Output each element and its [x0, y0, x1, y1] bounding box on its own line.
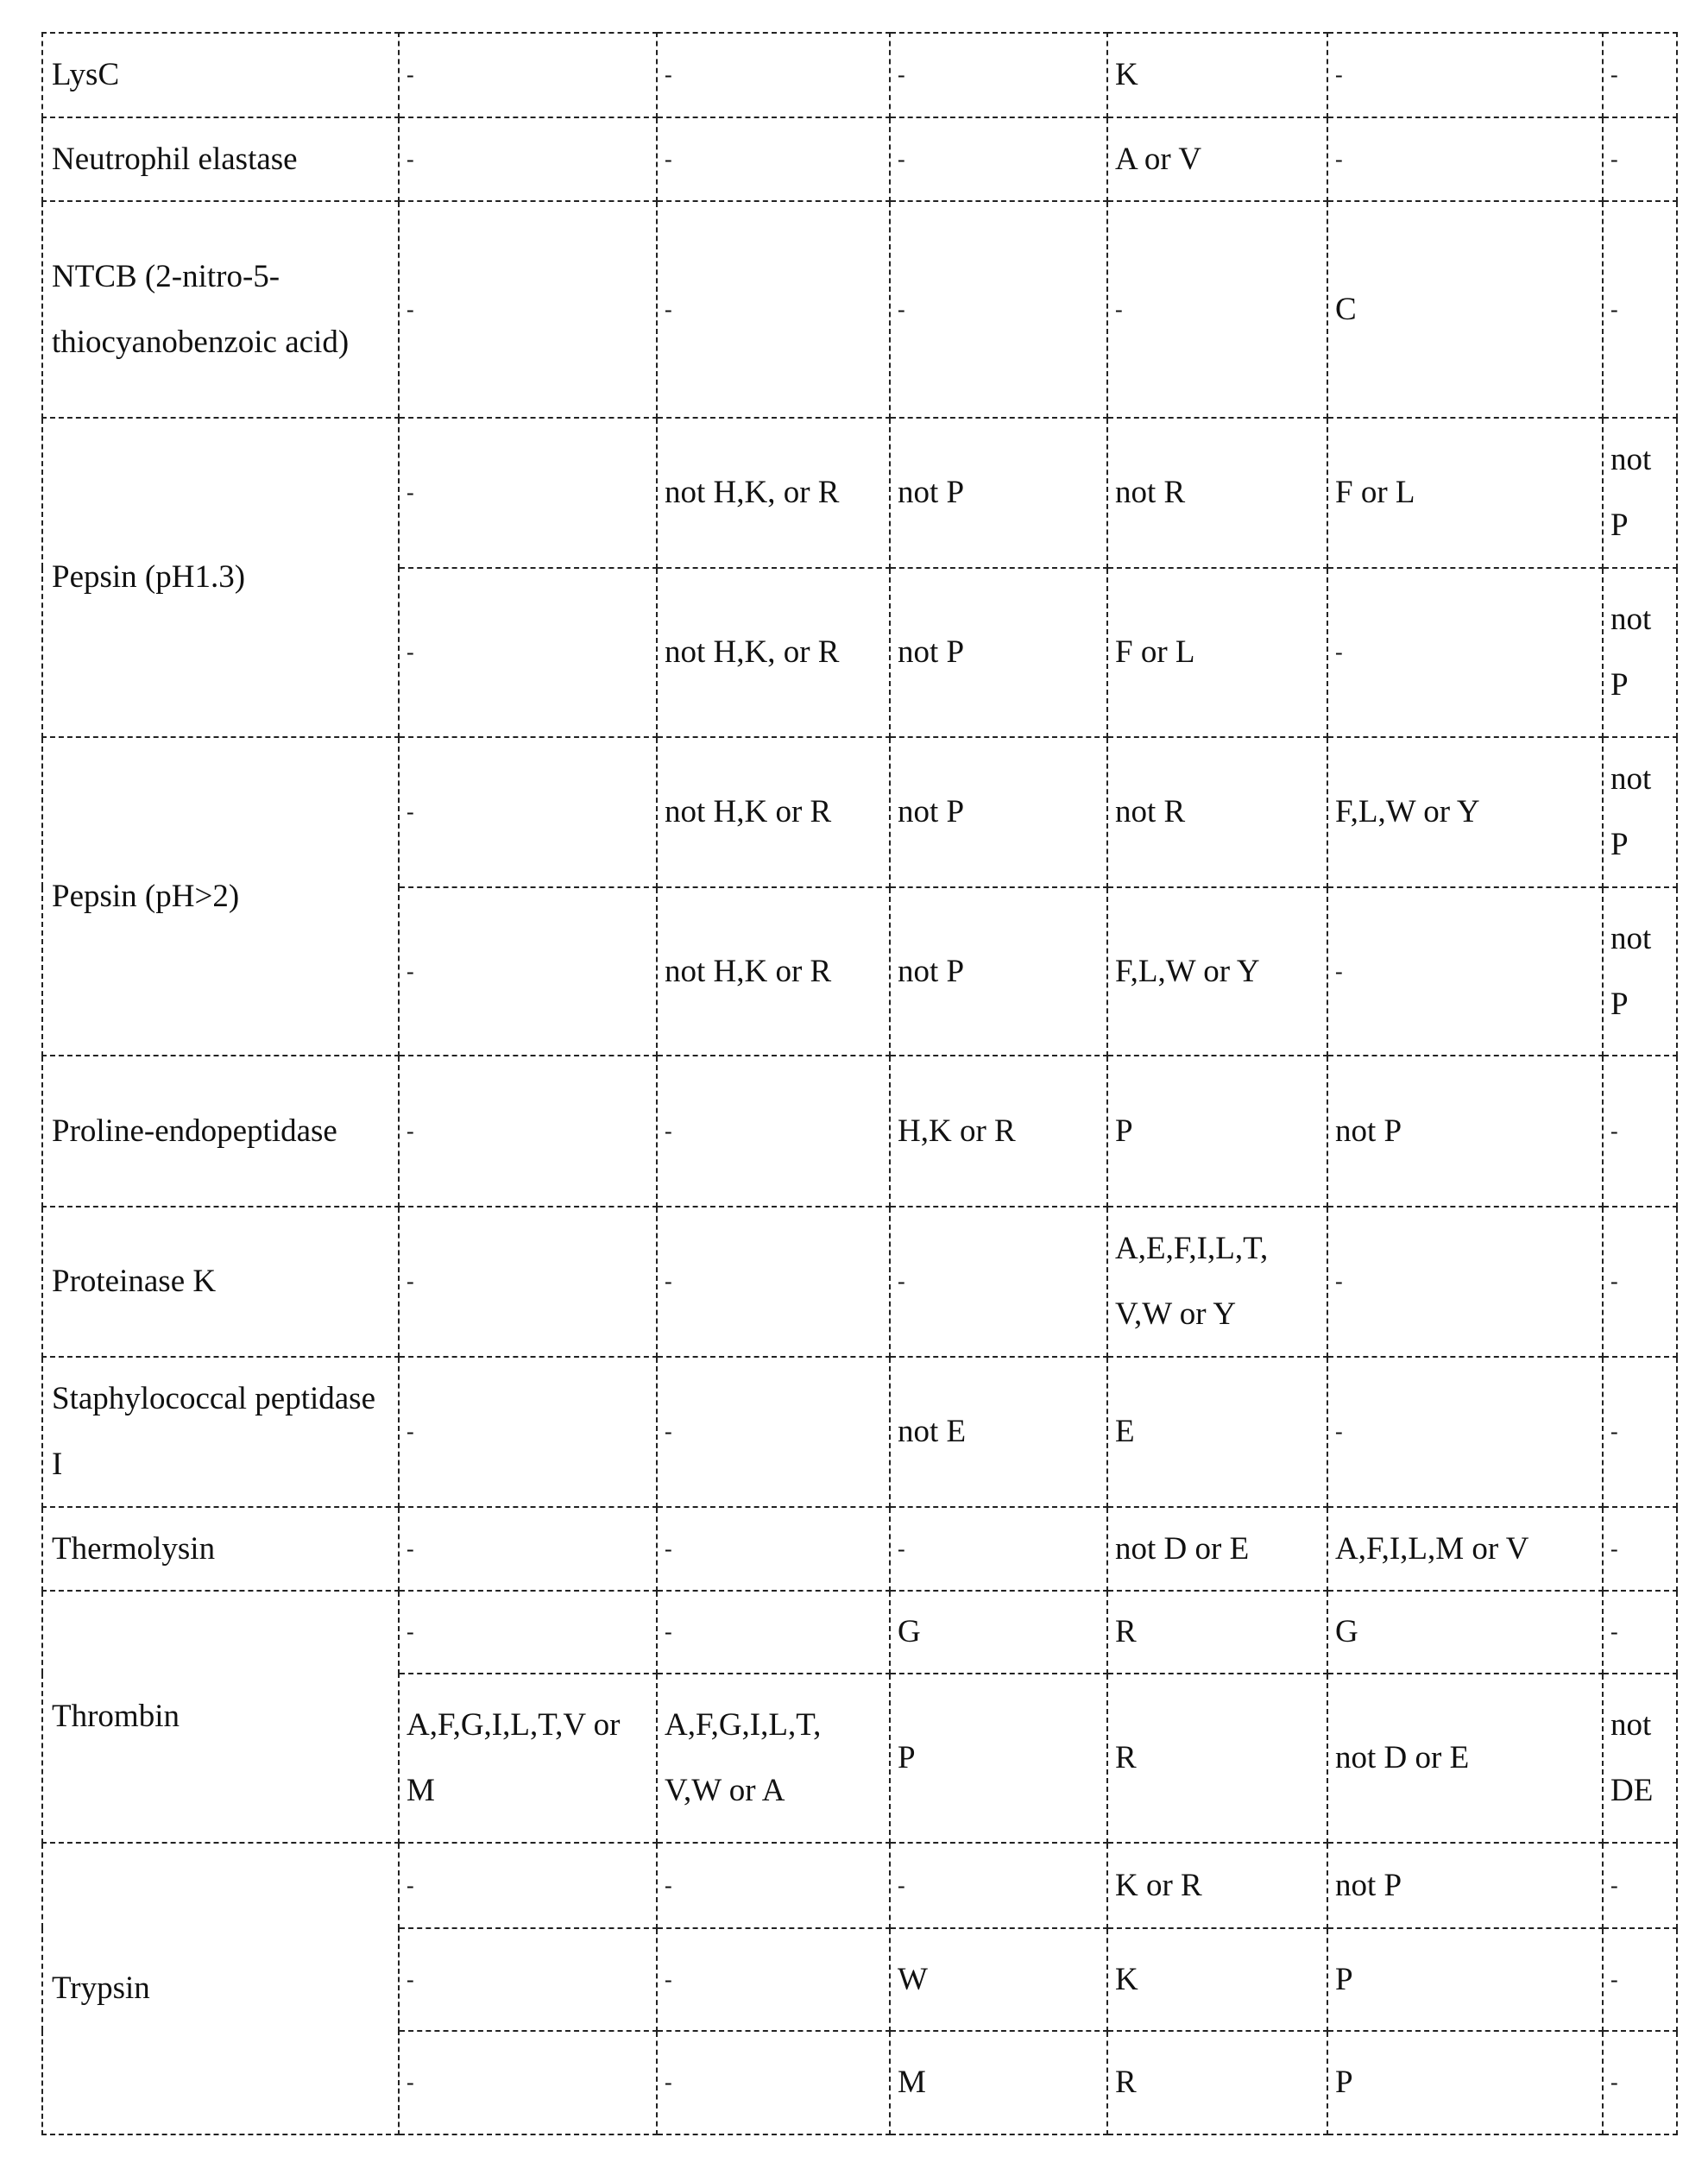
cell-p1: K: [1107, 33, 1327, 117]
cell-p2: -: [890, 33, 1107, 117]
cell-p4: -: [399, 1928, 657, 2031]
cell-p1-prime: not P: [1327, 1056, 1603, 1207]
cell-p2-prime: -: [1603, 1591, 1677, 1674]
cell-p2-prime: -: [1603, 1843, 1677, 1928]
cell-p1-prime: A,F,I,L,M or V: [1327, 1507, 1603, 1591]
cell-p4: -: [399, 201, 657, 418]
enzyme-name-cell: Proteinase K: [42, 1207, 399, 1357]
table-row: [42, 1357, 1677, 1507]
enzyme-name-cell: Trypsin: [42, 1843, 399, 2134]
enzyme-name-cell: Thermolysin: [42, 1507, 399, 1591]
cell-p3: not H,K or R: [657, 887, 890, 1056]
enzyme-name-cell: Staphylococcal peptidase I: [42, 1357, 399, 1507]
cell-p4: -: [399, 737, 657, 887]
cell-p3: -: [657, 1928, 890, 2031]
cell-p2: W: [890, 1928, 1107, 2031]
enzyme-name-cell: Pepsin (pH1.3): [42, 418, 399, 737]
cell-p3: A,F,G,I,L,T, V,W or A: [657, 1674, 890, 1843]
enzyme-name-cell: Proline-endopeptidase: [42, 1056, 399, 1207]
cell-p1: F or L: [1107, 568, 1327, 737]
enzyme-name-cell: LysC: [42, 33, 399, 117]
cell-p1: A or V: [1107, 117, 1327, 201]
cell-p1: not R: [1107, 737, 1327, 887]
cell-p1-prime: F,L,W or Y: [1327, 737, 1603, 887]
cell-p3: not H,K, or R: [657, 418, 890, 568]
cell-p1: P: [1107, 1056, 1327, 1207]
cell-p1-prime: -: [1327, 1207, 1603, 1357]
cell-p4: -: [399, 117, 657, 201]
cell-p1: F,L,W or Y: [1107, 887, 1327, 1056]
cell-p1-prime: P: [1327, 1928, 1603, 2031]
cell-p2-prime: -: [1603, 1207, 1677, 1357]
cell-p4: -: [399, 1843, 657, 1928]
cell-p2: -: [890, 117, 1107, 201]
cell-p2-prime: not P: [1603, 568, 1677, 737]
cell-p3: -: [657, 1207, 890, 1357]
cell-p2-prime: -: [1603, 33, 1677, 117]
cell-p2: H,K or R: [890, 1056, 1107, 1207]
cell-p1-prime: -: [1327, 887, 1603, 1056]
cell-p2: not E: [890, 1357, 1107, 1507]
cell-p1-prime: C: [1327, 201, 1603, 418]
cell-p1-prime: not D or E: [1327, 1674, 1603, 1843]
cell-p1: R: [1107, 2031, 1327, 2134]
cell-p2: -: [890, 1507, 1107, 1591]
cell-p2: M: [890, 2031, 1107, 2134]
cell-p1-prime: F or L: [1327, 418, 1603, 568]
cell-p2: not P: [890, 568, 1107, 737]
cell-p3: -: [657, 117, 890, 201]
cell-p1: K: [1107, 1928, 1327, 2031]
table-row: [42, 1207, 1677, 1357]
cell-p4: -: [399, 568, 657, 737]
cell-p3: -: [657, 2031, 890, 2134]
table-row: [42, 1056, 1677, 1207]
cell-p3: -: [657, 33, 890, 117]
cell-p3: -: [657, 1056, 890, 1207]
cell-p3: not H,K or R: [657, 737, 890, 887]
enzyme-name-cell: NTCB (2-nitro-5-thiocyanobenzoic acid): [42, 201, 399, 418]
table-row: [42, 1507, 1677, 1591]
cell-p1-prime: G: [1327, 1591, 1603, 1674]
cell-p2-prime: -: [1603, 1507, 1677, 1591]
cell-p1: K or R: [1107, 1843, 1327, 1928]
cell-p1: not D or E: [1107, 1507, 1327, 1591]
cell-p1: R: [1107, 1674, 1327, 1843]
cell-p4: -: [399, 1507, 657, 1591]
table-row: [42, 201, 1677, 418]
cell-p2-prime: -: [1603, 117, 1677, 201]
cell-p2-prime: not P: [1603, 887, 1677, 1056]
cell-p2: not P: [890, 418, 1107, 568]
table-row: [42, 33, 1677, 117]
cell-p1-prime: -: [1327, 1357, 1603, 1507]
cell-p1: A,E,F,I,L,T, V,W or Y: [1107, 1207, 1327, 1357]
cell-p2: not P: [890, 887, 1107, 1056]
cell-p3: not H,K, or R: [657, 568, 890, 737]
cell-p3: -: [657, 1591, 890, 1674]
cell-p1: R: [1107, 1591, 1327, 1674]
cell-p3: -: [657, 1507, 890, 1591]
cell-p4: -: [399, 418, 657, 568]
cell-p4: -: [399, 1207, 657, 1357]
cell-p4: -: [399, 1357, 657, 1507]
cell-p1-prime: -: [1327, 33, 1603, 117]
cell-p4: -: [399, 33, 657, 117]
cell-p3: -: [657, 201, 890, 418]
cell-p1-prime: P: [1327, 2031, 1603, 2134]
table-row: [42, 1843, 1677, 1928]
cell-p2-prime: -: [1603, 1056, 1677, 1207]
cell-p2-prime: -: [1603, 2031, 1677, 2134]
cell-p2-prime: not DE: [1603, 1674, 1677, 1843]
cell-p1: not R: [1107, 418, 1327, 568]
cell-p3: -: [657, 1843, 890, 1928]
cell-p4: -: [399, 2031, 657, 2134]
cell-p2: -: [890, 201, 1107, 418]
enzyme-name-cell: Pepsin (pH>2): [42, 737, 399, 1056]
cell-p2: P: [890, 1674, 1107, 1843]
cell-p2-prime: -: [1603, 1928, 1677, 2031]
cell-p2: G: [890, 1591, 1107, 1674]
table-row: [42, 737, 1677, 887]
cell-p4: -: [399, 887, 657, 1056]
enzyme-name-cell: Neutrophil elastase: [42, 117, 399, 201]
cell-p4: -: [399, 1591, 657, 1674]
cell-p2: not P: [890, 737, 1107, 887]
cell-p4: -: [399, 1056, 657, 1207]
cell-p2: -: [890, 1207, 1107, 1357]
cell-p2-prime: -: [1603, 1357, 1677, 1507]
cell-p1-prime: -: [1327, 117, 1603, 201]
cell-p3: -: [657, 1357, 890, 1507]
cell-p1-prime: not P: [1327, 1843, 1603, 1928]
cell-p2-prime: not P: [1603, 418, 1677, 568]
cell-p1: -: [1107, 201, 1327, 418]
cell-p1: E: [1107, 1357, 1327, 1507]
table-row: [42, 1591, 1677, 1674]
cell-p2-prime: -: [1603, 201, 1677, 418]
table-row: [42, 117, 1677, 201]
cell-p1-prime: -: [1327, 568, 1603, 737]
cleavage-site-table: [41, 32, 1678, 2135]
table-row: [42, 418, 1677, 568]
cell-p4: A,F,G,I,L,T,V or M: [399, 1674, 657, 1843]
enzyme-name-cell: Thrombin: [42, 1591, 399, 1843]
cell-p2-prime: not P: [1603, 737, 1677, 887]
cell-p2: -: [890, 1843, 1107, 1928]
